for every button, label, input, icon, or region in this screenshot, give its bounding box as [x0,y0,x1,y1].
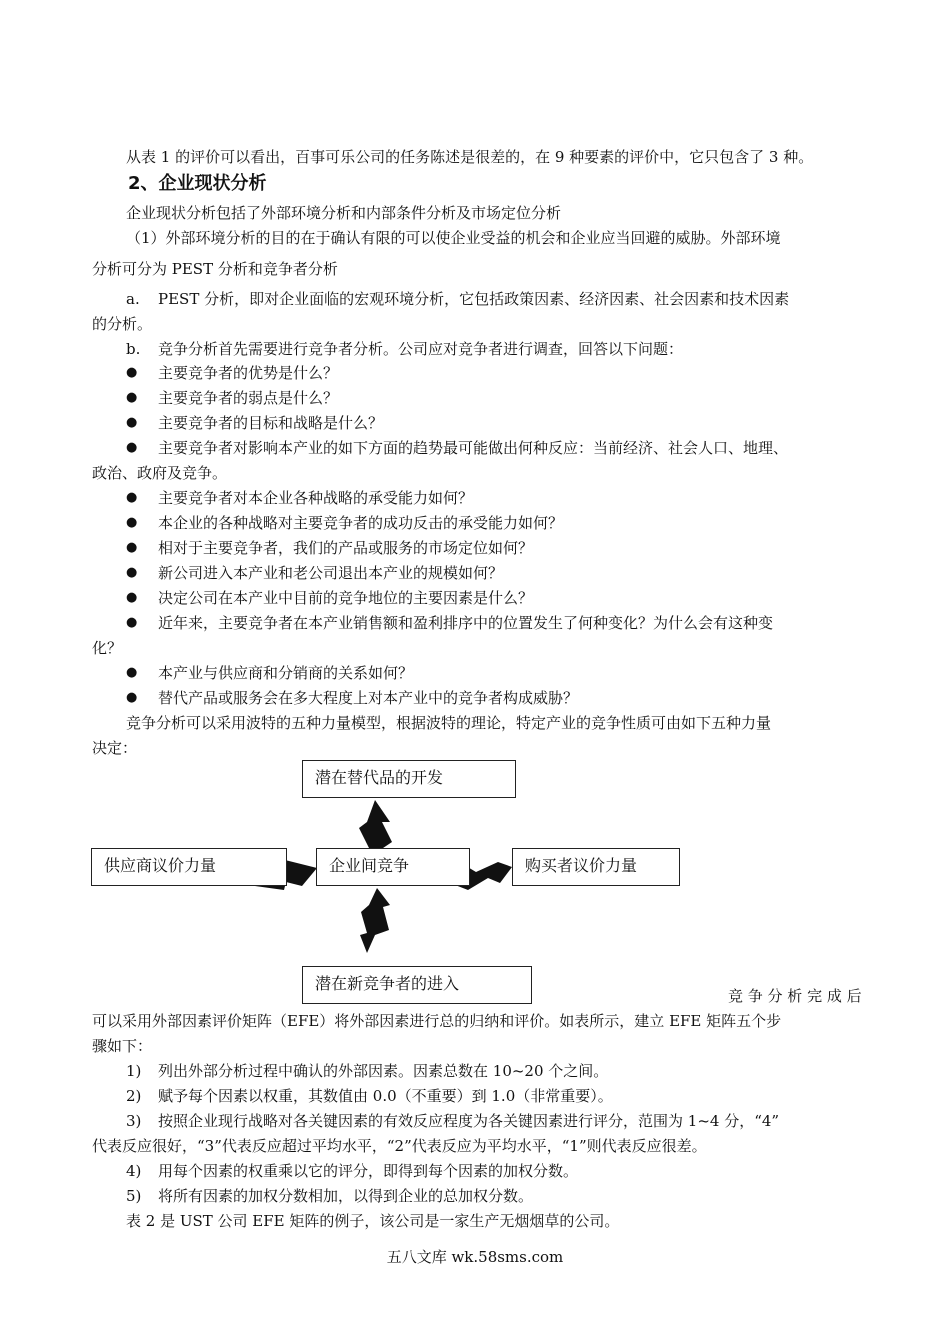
force-box-substitutes: 潜在替代品的开发 [302,760,516,798]
paragraph-five-forces-line2: 决定： [92,739,138,757]
force-box-buyers: 购买者议价力量 [512,848,680,886]
list-item: 主要竞争者的弱点是什么？ [158,389,339,407]
paragraph-table2: 表 2 是 UST 公司 EFE 矩阵的例子，该公司是一家生产无烟烟草的公司。 [126,1212,620,1230]
arrow-bottom-icon [360,888,390,953]
step-number: 2) [126,1087,142,1105]
item-a-text: PEST 分析，即对企业面临的宏观环境分析，它包括政策因素、经济因素、社会因素和技术因素 [158,290,790,308]
step-text: 列出外部分析过程中确认的外部因素。因素总数在 10~20 个之间。 [158,1062,609,1080]
list-item: 主要竞争者对本企业各种战略的承受能力如何？ [158,489,474,507]
paragraph-external-line2: 分析可分为 PEST 分析和竞争者分析 [92,260,338,278]
section-heading: 2、企业现状分析 [128,173,267,194]
step-number: 4) [126,1162,142,1180]
step-number: 1) [126,1062,142,1080]
paragraph-efe-line3: 骤如下： [92,1037,153,1055]
paragraph-efe-line1: 竞 争 分 析 完 成 后 [728,987,862,1005]
list-item: 主要竞争者对影响本产业的如下方面的趋势最可能做出何种反应：当前经济、社会人口、地理、 [158,439,789,457]
paragraph-efe-line2: 可以采用外部因素评价矩阵（EFE）将外部因素进行总的归纳和评价。如表所示，建立 EFE 矩阵五个步 [92,1012,782,1030]
step-text: 用每个因素的权重乘以它的评分，即得到每个因素的加权分数。 [158,1162,579,1180]
bullet-icon: ● [126,540,138,555]
bullet-icon: ● [126,415,138,430]
item-a-label: a. [126,290,140,308]
bullet-icon: ● [126,490,138,505]
list-item: 主要竞争者的优势是什么？ [158,364,339,382]
step-number: 5) [126,1187,142,1205]
list-item: 本产业与供应商和分销商的关系如何？ [158,664,414,682]
bullet-icon: ● [126,365,138,380]
bullet-icon: ● [126,515,138,530]
step-text: 按照企业现行战略对各关键因素的有效反应程度为各关键因素进行评分，范围为 1~4 分，“4” [158,1112,780,1130]
item-b-label: b. [126,340,141,358]
force-box-suppliers: 供应商议价力量 [91,848,287,886]
list-item-cont: 政治、政府及竞争。 [92,464,228,482]
list-item: 决定公司在本产业中目前的竞争地位的主要因素是什么？ [158,589,534,607]
bullet-icon: ● [126,665,138,680]
bullet-icon: ● [126,615,138,630]
list-item: 新公司进入本产业和老公司退出本产业的规模如何？ [158,564,504,582]
list-item: 替代产品或服务会在多大程度上对本产业中的竞争者构成威胁？ [158,689,579,707]
bullet-icon: ● [126,690,138,705]
step-number: 3) [126,1112,142,1130]
step-text: 将所有因素的加权分数相加，以得到企业的总加权分数。 [158,1187,534,1205]
paragraph-five-forces-line1: 竞争分析可以采用波特的五种力量模型，根据波特的理论，特定产业的竞争性质可由如下五种力量 [126,714,772,732]
item-b-text: 竞争分析首先需要进行竞争者分析。公司应对竞争者进行调查，回答以下问题： [158,340,684,358]
paragraph-status-analysis: 企业现状分析包括了外部环境分析和内部条件分析及市场定位分析 [126,204,562,222]
step-text-cont: 代表反应很好，“3”代表反应超过平均水平，“2”代表反应为平均水平，“1”则代表反应很差。 [92,1137,707,1155]
force-box-rivalry: 企业间竞争 [316,848,470,886]
list-item-cont: 化？ [92,639,123,657]
item-a-text-cont: 的分析。 [92,315,153,333]
list-item: 本企业的各种战略对主要竞争者的成功反击的承受能力如何？ [158,514,564,532]
bullet-icon: ● [126,390,138,405]
step-text: 赋予每个因素以权重，其数值由 0.0（不重要）到 1.0（非常重要）。 [158,1087,613,1105]
force-box-new-entrants: 潜在新竞争者的进入 [302,966,532,1004]
paragraph-pepsi-summary: 从表 1 的评价可以看出，百事可乐公司的任务陈述是很差的，在 9 种要素的评价中，它只包含了 3 种。 [126,148,814,166]
list-item: 相对于主要竞争者，我们的产品或服务的市场定位如何？ [158,539,534,557]
list-item: 近年来，主要竞争者在本产业销售额和盈利排序中的位置发生了何种变化？为什么会有这种变 [158,614,774,632]
bullet-icon: ● [126,590,138,605]
bullet-icon: ● [126,565,138,580]
paragraph-external-line1: （1）外部环境分析的目的在于确认有限的可以使企业受益的机会和企业应当回避的威胁。外部环境 [126,229,781,247]
page-footer: 五八文库 wk.58sms.com [386,1248,564,1266]
list-item: 主要竞争者的目标和战略是什么？ [158,414,384,432]
bullet-icon: ● [126,440,138,455]
